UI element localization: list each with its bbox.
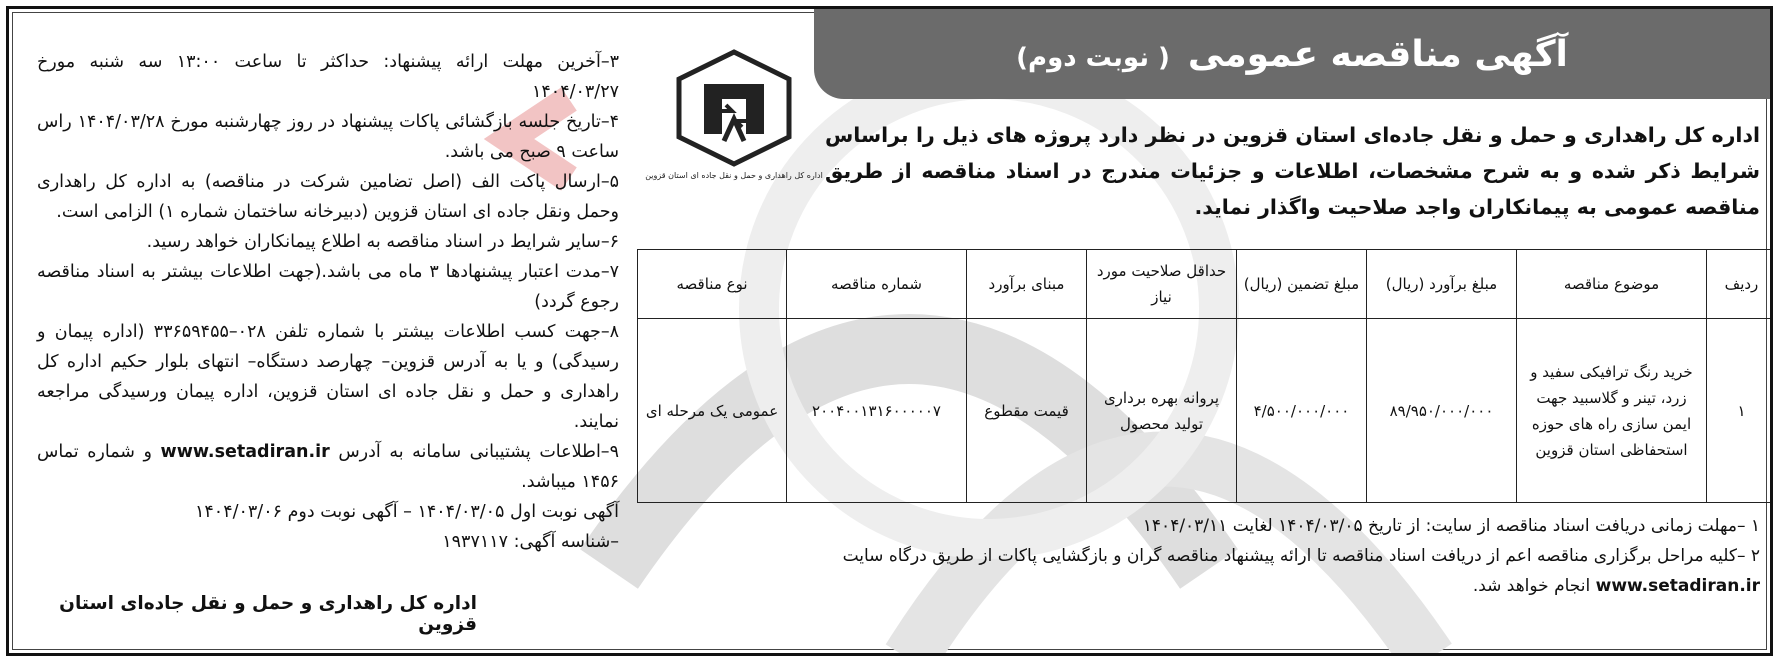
footer-signature: اداره کل راهداری و حمل و نقل جاده‌ای استان قزوین [59,593,477,635]
note-1: ۱ –مهلت زمانی دریافت اسناد مناقصه از سایت: از تاریخ ۱۴۰۴/۰۳/۰۵ لغایت ۱۴۰۴/۰۳/۱۱ [1142,516,1760,536]
header-basis: مبنای برآورد [967,250,1087,319]
support-link[interactable]: www.setadiran.ir [160,442,330,462]
setadiran-link[interactable]: www.setadiran.ir [1595,576,1760,596]
cell-row-number: ۱ [1707,319,1774,503]
condition-3: ۳–آخرین مهلت ارائه پیشنهاد: حداکثر تا ساعت ۱۳:۰۰ سه شنبه مورخ ۱۴۰۴/۰۳/۲۷ [37,52,619,102]
ad-id: –شناسه آگهی: ۱۹۳۷۱۱۷ [442,532,619,552]
note-2-tail [640,571,1760,601]
cell-basis: قیمت مقطوع [967,319,1087,503]
publish-dates: آگهی نوبت اول ۱۴۰۴/۰۳/۰۵ – آگهی نوبت دوم ۱۴۰۴/۰۳/۰۶ [195,502,619,522]
condition-9-end: و شماره تماس ۱۴۵۶ میباشد. [37,442,619,492]
logo-emblem-icon [674,49,794,167]
header-row-number: ردیف [1707,250,1774,319]
title-subtitle: ( نوبت دوم) [1016,42,1170,73]
note-2-end: انجام خواهد شد. [1472,576,1591,596]
cell-tender-number: ۲۰۰۴۰۰۱۳۱۶۰۰۰۰۰۷ [787,319,967,503]
cell-subject: خرید رنگ ترافیکی سفید و زرد، تینر و گلاسبید جهت ایمن سازی راه های حوزه استحفاظی استان قزوین [1517,319,1707,503]
cell-qualification: پروانه بهره برداری تولید محصول [1087,319,1237,503]
note-2: ۲ –کلیه مراحل برگزاری مناقصه اعم از دریافت اسناد مناقصه تا ارائه پیشنهاد مناقصه گران و بازگشایی پاکات از طریق درگاه سایت [842,546,1760,566]
intro-paragraph: اداره کل راهداری و حمل و نقل جاده‌ای استان قزوین در نظر دارد پروژه های ذیل را براساس شرایط ذکر شده و به شرح مشخصات، اطلاعات و جزئیات مندرج در اسناد مناقصه از طریق مناقصه عمومی به پیمانکاران واجد صلاحیت واگذار نماید. [825,123,1760,219]
title-text: آگهی مناقصه عمومی [1187,33,1568,75]
header-qualification: حداقل صلاحیت مورد نیاز [1087,250,1237,319]
header-subject: موضوع مناقصه [1517,250,1707,319]
condition-6: ۶–سایر شرایط در اسناد مناقصه به اطلاع پیمانکاران خواهد رسید. [146,232,619,252]
cell-guarantee: ۴/۵۰۰/۰۰۰/۰۰۰ [1237,319,1367,503]
condition-7: ۷–مدت اعتبار پیشنهادها ۳ ماه می باشد.(جهت اطلاعات بیشتر به اسناد مناقصه رجوع گردد) [37,262,619,312]
condition-9-start: ۹–اطلاعات پشتیبانی سامانه به آدرس [338,442,619,462]
cell-tender-type: عمومی یک مرحله ای [638,319,787,503]
condition-4: ۴–تاریخ جلسه بازگشائی پاکات پیشنهاد در روز چهارشنبه مورخ ۱۴۰۴/۰۳/۲۸ راس ساعت ۹ صبح می باشد. [37,112,620,162]
tender-table [637,249,1773,503]
header-title [1016,34,1568,75]
table-row [638,319,1774,503]
logo-caption: اداره کل راهداری و حمل و نقل جاده ای استان قزوین [645,171,823,180]
header-guarantee: مبلغ تضمین (ریال) [1237,250,1367,319]
condition-8: ۸–جهت کسب اطلاعات بیشتر با شماره تلفن ۰۲۸–۳۳۶۵۹۴۵۵ (اداره پیمان و رسیدگی) و یا به آدرس قزوین– چهارصد دستگاه– انتهای بلوار حکیم اداره کل راهداری و حمل و نقل جاده ای استان قزوین، اداره پیمان ورسیدگی مراجعه نمایند. [37,322,619,432]
header-tender-number: شماره مناقصه [787,250,967,319]
condition-9 [37,437,619,497]
advertisement-frame [6,6,1773,656]
table-header-row [638,250,1774,319]
condition-5: ۵–ارسال پاکت الف (اصل تضامین شرکت در مناقصه) به اداره کل راهداری وحمل ونقل جاده ای استان قزوین (دبیرخانه ساختمان شماره ۱) الزامی است. [37,172,619,222]
notes-section [640,511,1760,601]
conditions-column [37,47,619,557]
cell-estimate: ۸۹/۹۵۰/۰۰۰/۰۰۰ [1367,319,1517,503]
header-banner [814,9,1770,99]
header-tender-type: نوع مناقصه [638,250,787,319]
header-estimate: مبلغ برآورد (ریال) [1367,250,1517,319]
organization-logo [639,49,829,199]
